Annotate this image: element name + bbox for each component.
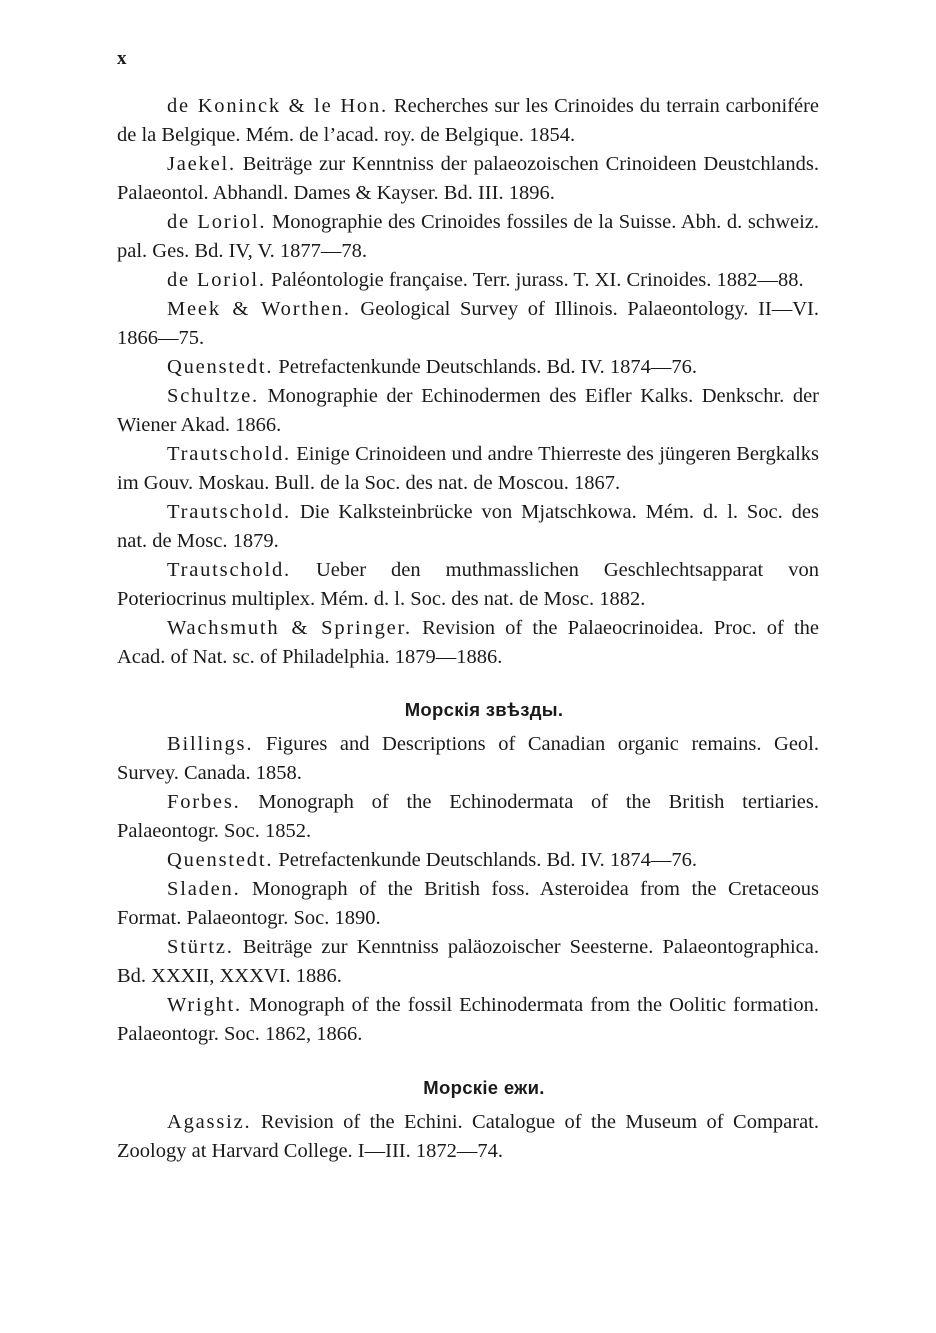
- entry-author: de Loriol.: [167, 211, 267, 233]
- entry-text: Beiträge zur Kenntniss der palaeozoischen Crinoideen Deustchlands. Palaeontol. Abhandl. Dames & Kayser. Bd. III. 1896.: [117, 153, 820, 204]
- entry-text: Revision of the Palaeocrinoidea. Proc. of the Acad. of Nat. sc. of Philadelphia. 1879—1886.: [117, 617, 819, 668]
- bibliography-entry: [117, 556, 819, 614]
- entry-author: Meek & Worthen.: [167, 298, 351, 320]
- bibliography-entry: [117, 382, 819, 440]
- entry-author: Trautschold.: [167, 501, 291, 523]
- entry-text: Beiträge zur Kenntniss paläozoischer Seesterne. Palaeontographica. Bd. XXXII, XXXVI. 1886.: [117, 936, 820, 987]
- entry-author: Trautschold.: [167, 559, 291, 581]
- entry-author: Stürtz.: [167, 936, 234, 958]
- entry-text: Recherches sur les Crinoides du terrain carbonifére de la Belgique. Mém. de l’acad. roy. de Belgique. 1854.: [117, 95, 819, 146]
- bibliography-entry: [117, 1108, 819, 1166]
- bibliography-entry: [117, 730, 819, 788]
- bibliography-entry: [117, 846, 819, 875]
- entry-author: de Loriol.: [167, 269, 266, 291]
- entry-author: Quenstedt.: [167, 356, 274, 378]
- entry-author: Wright.: [167, 994, 242, 1016]
- entry-text: Monograph of the Echinodermata of the British tertiaries. Palaeontogr. Soc. 1852.: [117, 791, 819, 842]
- bibliography-entry: [117, 440, 819, 498]
- entry-text: Petrefactenkunde Deutschlands. Bd. IV. 1874—76.: [278, 849, 698, 871]
- entry-text: Paléontologie française. Terr. jurass. T. XI. Crinoides. 1882—88.: [270, 269, 804, 291]
- entry-author: Forbes.: [167, 791, 241, 813]
- entry-author: Billings.: [167, 733, 254, 755]
- entry-author: Wachsmuth & Springer.: [167, 617, 412, 639]
- entry-author: Quenstedt.: [167, 849, 274, 871]
- entry-text: Monographie der Echinodermen des Eifler Kalks. Denkschr. der Wiener Akad. 1866.: [117, 385, 819, 436]
- entry-text: Monograph of the fossil Echinodermata from the Oolitic formation. Palaeontogr. Soc. 1862, 1866.: [117, 994, 820, 1045]
- entry-text: Monographie des Crinoides fossiles de la Suisse. Abh. d. schweiz. pal. Ges. Bd. IV, V. 1877—78.: [117, 211, 820, 262]
- entry-author: de Koninck & le Hon.: [167, 95, 388, 117]
- bibliography-entry: [117, 295, 819, 353]
- page-number: x: [117, 48, 127, 69]
- bibliography-entry: [117, 875, 819, 933]
- entry-text: Petrefactenkunde Deutschlands. Bd. IV. 1874—76.: [278, 356, 698, 378]
- entry-author: Trautschold.: [167, 443, 291, 465]
- section-crinoids: [117, 92, 819, 672]
- entry-text: Die Kalksteinbrücke von Mjatschkowa. Mém. d. l. Soc. des nat. de Mosc. 1879.: [117, 501, 819, 552]
- bibliography-entry: [117, 933, 819, 991]
- section-sea-urchins: [117, 1077, 819, 1166]
- entry-author: Jaekel.: [167, 153, 236, 175]
- entry-text: Monograph of the British foss. Asteroidea from the Cretaceous Format. Palaeontogr. Soc. 1890.: [117, 878, 820, 929]
- entry-text: Ueber den muthmasslichen Geschlechtsapparat von Poteriocrinus multiplex. Mém. d. l. Soc. des nat. de Mosc. 1882.: [117, 559, 819, 610]
- entry-author: Sladen.: [167, 878, 241, 900]
- bibliography-entry: [117, 208, 819, 266]
- section-starfish: [117, 699, 819, 1049]
- bibliography-entry: [117, 150, 819, 208]
- entry-text: Figures and Descriptions of Canadian organic remains. Geol. Survey. Canada. 1858.: [117, 733, 820, 784]
- bibliography: [117, 92, 819, 1166]
- bibliography-entry: [117, 92, 819, 150]
- bibliography-entry: [117, 266, 819, 295]
- bibliography-entry: [117, 614, 819, 672]
- entry-text: Einige Crinoideen und andre Thierreste des jüngeren Bergkalks im Gouv. Moskau. Bull. de la Soc. des nat. de Moscou. 1867.: [117, 443, 819, 494]
- entry-author: Schultze.: [167, 385, 259, 407]
- bibliography-entry: [117, 991, 819, 1049]
- entry-author: Agassiz.: [167, 1111, 252, 1133]
- section-heading: Морскіе ежи.: [423, 1077, 545, 1098]
- bibliography-entry: [117, 788, 819, 846]
- entry-text: Geological Survey of Illinois. Palaeontology. II—VI. 1866—75.: [117, 298, 819, 349]
- section-heading: Морскія звѣзды.: [404, 699, 564, 720]
- bibliography-entry: [117, 498, 819, 556]
- entry-text: Revision of the Echini. Catalogue of the Museum of Comparat. Zoology at Harvard College. I—III. 1872—74.: [117, 1111, 819, 1162]
- bibliography-entry: [117, 353, 819, 382]
